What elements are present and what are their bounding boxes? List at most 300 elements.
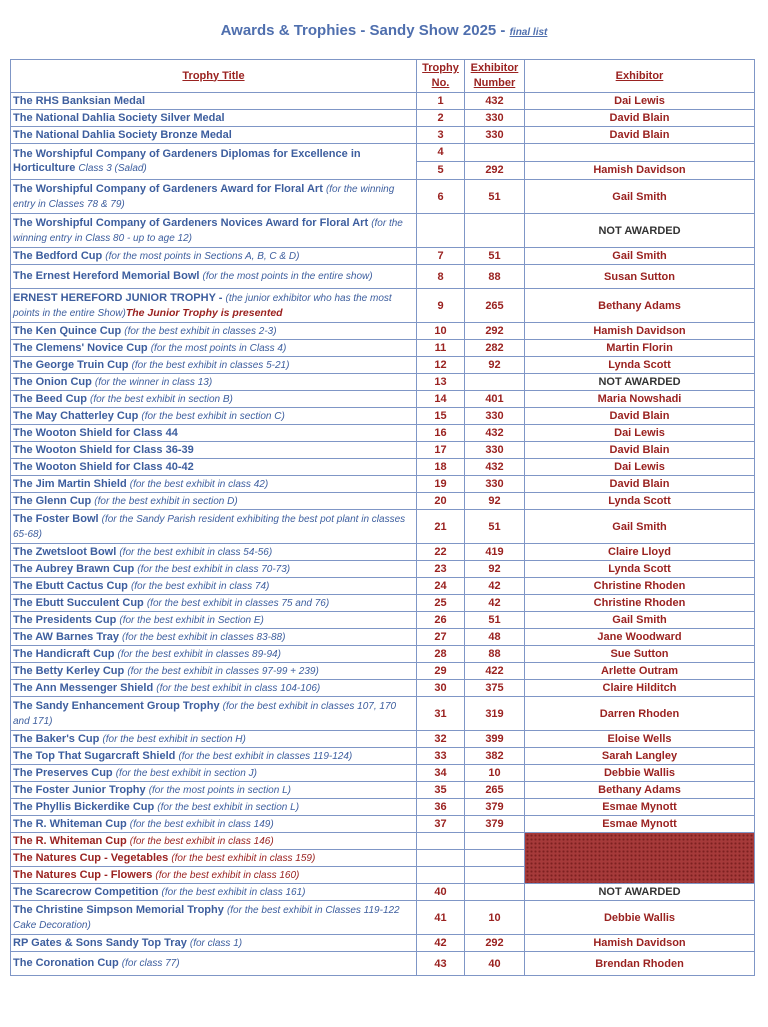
trophy-number: 1 bbox=[417, 93, 465, 110]
trophy-title-cell bbox=[11, 663, 417, 680]
exhibitor-number: 379 bbox=[465, 799, 525, 816]
exhibitor-name: NOT AWARDED bbox=[525, 374, 755, 391]
exhibitor-number: 292 bbox=[485, 164, 504, 176]
trophy-description: (for the most points in the entire show) bbox=[202, 271, 373, 282]
trophy-description: (for the best exhibit in class 149) bbox=[129, 818, 274, 830]
trophy-name: The R. Whiteman Cup bbox=[13, 817, 127, 830]
trophy-title-cell bbox=[11, 214, 417, 248]
trophy-title-cell bbox=[11, 476, 417, 493]
trophy-number: 12 bbox=[417, 357, 465, 374]
exhibitor-number: 330 bbox=[465, 442, 525, 459]
trophy-title-cell bbox=[11, 731, 417, 748]
trophy-title-cell bbox=[11, 442, 417, 459]
trophy-description: (for the best exhibit in Section E) bbox=[119, 614, 264, 626]
trophy-title-cell bbox=[11, 595, 417, 612]
exhibitor-name: Christine Rhoden bbox=[525, 578, 755, 595]
exhibitor-name: Dai Lewis bbox=[525, 425, 755, 442]
trophy-description: (for the best exhibit in section J) bbox=[115, 767, 257, 779]
exhibitor-number: 432 bbox=[465, 459, 525, 476]
trophy-title-cell bbox=[11, 493, 417, 510]
exhibitor-number bbox=[465, 374, 525, 391]
trophy-name: The Glenn Cup bbox=[13, 494, 92, 507]
trophy-name: RP Gates & Sons Sandy Top Tray bbox=[13, 936, 187, 949]
exhibitor-name: Gail Smith bbox=[525, 248, 755, 265]
trophy-description: (for the best exhibit in section C) bbox=[141, 410, 285, 422]
exhibitor-name: Esmae Mynott bbox=[525, 816, 755, 833]
trophy-number: 30 bbox=[417, 680, 465, 697]
exhibitor-name: David Blain bbox=[525, 476, 755, 493]
trophy-description: (for the most points in section L) bbox=[148, 784, 291, 796]
exhibitor-number: 51 bbox=[465, 248, 525, 265]
empty-cell bbox=[465, 144, 524, 162]
trophy-name: The Zwetsloot Bowl bbox=[13, 545, 117, 558]
trophy-name: The Betty Kerley Cup bbox=[13, 664, 125, 677]
exhibitor-number bbox=[465, 850, 525, 867]
trophy-number: 23 bbox=[417, 561, 465, 578]
trophy-number: 28 bbox=[417, 646, 465, 663]
exhibitor-name: Hamish Davidson bbox=[525, 935, 755, 952]
trophy-title-cell bbox=[11, 578, 417, 595]
trophy-description: (for the best exhibit in class 70-73) bbox=[137, 563, 291, 575]
exhibitor-number: 88 bbox=[465, 265, 525, 289]
exhibitor-number: 382 bbox=[465, 748, 525, 765]
trophy-title-cell bbox=[11, 93, 417, 110]
exhibitor-name: Esmae Mynott bbox=[525, 799, 755, 816]
trophy-name: The George Truin Cup bbox=[13, 358, 129, 371]
trophy-title-cell bbox=[11, 765, 417, 782]
table-row bbox=[11, 595, 755, 612]
exhibitor-name: Maria Nowshadi bbox=[525, 391, 755, 408]
trophy-description: (for the best exhibit in classes 2-3) bbox=[124, 325, 277, 337]
trophy-name: The Wooton Shield for Class 36-39 bbox=[13, 444, 194, 456]
table-row bbox=[11, 93, 755, 110]
table-row bbox=[11, 265, 755, 289]
trophy-number: 40 bbox=[417, 884, 465, 901]
exhibitor-number: 92 bbox=[465, 561, 525, 578]
table-row bbox=[11, 697, 755, 731]
exhibitor-number bbox=[465, 867, 525, 884]
trophy-description: (for the Sandy Parish resident exhibiting the best pot plant in classes 65-68) bbox=[13, 513, 406, 540]
trophy-title-cell bbox=[11, 248, 417, 265]
trophy-name: The Wooton Shield for Class 40-42 bbox=[13, 461, 194, 473]
exhibitor-number: 92 bbox=[465, 357, 525, 374]
table-row bbox=[11, 214, 755, 248]
trophy-description: (for the best exhibit in class 74) bbox=[130, 580, 270, 592]
exhibitor-name: Bethany Adams bbox=[525, 289, 755, 323]
table-row bbox=[11, 816, 755, 833]
trophy-title-cell bbox=[11, 391, 417, 408]
trophy-title-cell bbox=[11, 646, 417, 663]
trophy-name: The Jim Martin Shield bbox=[13, 477, 127, 490]
trophy-number: 33 bbox=[417, 748, 465, 765]
exhibitor-number: 51 bbox=[465, 510, 525, 544]
trophy-description: (for the best exhibit in section D) bbox=[94, 495, 238, 507]
trophy-title-cell bbox=[11, 127, 417, 144]
trophy-title-cell bbox=[11, 340, 417, 357]
trophy-description: (for the best exhibit in section L) bbox=[157, 801, 300, 813]
exhibitor-number: 330 bbox=[465, 127, 525, 144]
awards-table bbox=[10, 59, 755, 976]
trophy-name: The Christine Simpson Memorial Trophy bbox=[13, 903, 224, 916]
trophy-description: (for the best exhibit in class 146) bbox=[129, 835, 274, 847]
trophy-description: (for the winning entry in Class 80 - up to age 12) bbox=[13, 217, 403, 244]
table-row bbox=[11, 340, 755, 357]
trophy-name: The National Dahlia Society Silver Medal bbox=[13, 112, 225, 124]
trophy-note: The Junior Trophy is presented bbox=[125, 306, 283, 319]
trophy-description: (for the best exhibit in class 42) bbox=[129, 478, 269, 490]
trophy-title-cell bbox=[11, 612, 417, 629]
exhibitor-name: Dai Lewis bbox=[525, 459, 755, 476]
exhibitor-name: Hamish Davidson bbox=[593, 164, 686, 176]
trophy-number bbox=[417, 850, 465, 867]
table-row bbox=[11, 144, 755, 180]
table-row bbox=[11, 391, 755, 408]
trophy-description: (for the best exhibit in class 161) bbox=[161, 886, 306, 898]
trophy-title-cell bbox=[11, 459, 417, 476]
table-row bbox=[11, 459, 755, 476]
exhibitor-number: 330 bbox=[465, 408, 525, 425]
table-row bbox=[11, 952, 755, 976]
trophy-name: The Presidents Cup bbox=[13, 613, 117, 626]
trophy-name: The Ebutt Succulent Cup bbox=[13, 596, 144, 609]
trophy-name: The Clemens' Novice Cup bbox=[13, 341, 148, 354]
exhibitor-name: Lynda Scott bbox=[525, 561, 755, 578]
trophy-number: 34 bbox=[417, 765, 465, 782]
trophy-number: 8 bbox=[417, 265, 465, 289]
trophy-title-cell bbox=[11, 782, 417, 799]
trophy-description: (for class 77) bbox=[121, 958, 180, 969]
exhibitor-number: 319 bbox=[465, 697, 525, 731]
trophy-description: (for the best exhibit in class 54-56) bbox=[119, 546, 273, 558]
exhibitor-number: 422 bbox=[465, 663, 525, 680]
exhibitor-number: 282 bbox=[465, 340, 525, 357]
table-row bbox=[11, 833, 755, 850]
trophy-title-cell bbox=[11, 629, 417, 646]
trophy-number: 14 bbox=[417, 391, 465, 408]
trophy-name: The Baker's Cup bbox=[13, 732, 100, 745]
trophy-name: The Ken Quince Cup bbox=[13, 324, 122, 337]
trophy-number: 36 bbox=[417, 799, 465, 816]
trophy-title-cell bbox=[11, 323, 417, 340]
trophy-number: 31 bbox=[417, 697, 465, 731]
trophy-name: The Handicraft Cup bbox=[13, 647, 115, 660]
exhibitor-number: 88 bbox=[465, 646, 525, 663]
trophy-number: 35 bbox=[417, 782, 465, 799]
trophy-name: The Worshipful Company of Gardeners Novices Award for Floral Art bbox=[13, 216, 369, 229]
exhibitor-cell bbox=[525, 144, 755, 180]
trophy-description: (for the most points in Class 4) bbox=[150, 342, 287, 354]
trophy-number: 18 bbox=[417, 459, 465, 476]
table-row bbox=[11, 765, 755, 782]
exhibitor-name: David Blain bbox=[525, 408, 755, 425]
trophy-name: The Sandy Enhancement Group Trophy bbox=[13, 699, 220, 712]
trophy-title-cell bbox=[11, 561, 417, 578]
trophy-number bbox=[417, 867, 465, 884]
trophy-title-cell bbox=[11, 510, 417, 544]
trophy-number-cell bbox=[417, 144, 465, 180]
trophy-number: 27 bbox=[417, 629, 465, 646]
table-row bbox=[11, 476, 755, 493]
exhibitor-number: 330 bbox=[465, 476, 525, 493]
trophy-title-cell bbox=[11, 425, 417, 442]
trophy-description: (for the best exhibit in classes 75 and 76) bbox=[146, 597, 330, 609]
exhibitor-number bbox=[465, 214, 525, 248]
table-row bbox=[11, 578, 755, 595]
trophy-number: 19 bbox=[417, 476, 465, 493]
trophy-description: (for the most points in Sections A, B, C & D) bbox=[105, 250, 300, 262]
exhibitor-number: 432 bbox=[465, 425, 525, 442]
trophy-description: (for the best exhibit in section B) bbox=[90, 393, 233, 405]
exhibitor-name: Lynda Scott bbox=[525, 357, 755, 374]
trophy-number: 25 bbox=[417, 595, 465, 612]
trophy-number: 22 bbox=[417, 544, 465, 561]
exhibitor-name: Debbie Wallis bbox=[525, 901, 755, 935]
exhibitor-name: Gail Smith bbox=[525, 180, 755, 214]
exhibitor-number: 399 bbox=[465, 731, 525, 748]
table-row bbox=[11, 442, 755, 459]
table-row bbox=[11, 544, 755, 561]
exhibitor-number: 42 bbox=[465, 578, 525, 595]
table-row bbox=[11, 680, 755, 697]
exhibitor-name: Sue Sutton bbox=[525, 646, 755, 663]
trophy-number-secondary: 5 bbox=[437, 164, 444, 176]
header-exhibitor: Exhibitor bbox=[525, 60, 755, 93]
trophy-number: 15 bbox=[417, 408, 465, 425]
exhibitor-name: Martin Florin bbox=[525, 340, 755, 357]
header-trophy-title: Trophy Title bbox=[11, 60, 417, 93]
trophy-description: (for the best exhibit in classes 107, 170 and 171) bbox=[13, 700, 397, 727]
exhibitor-name: Gail Smith bbox=[525, 510, 755, 544]
document-title bbox=[0, 22, 768, 39]
trophy-name: The Beed Cup bbox=[13, 392, 87, 405]
table-row bbox=[11, 561, 755, 578]
exhibitor-number: 379 bbox=[465, 816, 525, 833]
trophy-name: The RHS Banksian Medal bbox=[13, 95, 146, 107]
trophy-title-cell bbox=[11, 748, 417, 765]
trophy-description: (for the best exhibit in class 159) bbox=[171, 852, 316, 864]
table-row bbox=[11, 646, 755, 663]
trophy-title-cell bbox=[11, 816, 417, 833]
exhibitor-name: Darren Rhoden bbox=[525, 697, 755, 731]
trophy-description: Class 3 (Salad) bbox=[78, 163, 147, 174]
exhibitor-name: Debbie Wallis bbox=[525, 765, 755, 782]
trophy-title-cell bbox=[11, 901, 417, 935]
table-row bbox=[11, 799, 755, 816]
trophy-name: The Bedford Cup bbox=[13, 249, 103, 262]
trophy-name: The Ebutt Cactus Cup bbox=[13, 579, 128, 592]
table-row bbox=[11, 884, 755, 901]
trophy-title-cell bbox=[11, 799, 417, 816]
trophy-number bbox=[417, 833, 465, 850]
trophy-title-cell bbox=[11, 850, 417, 867]
exhibitor-name: NOT AWARDED bbox=[525, 214, 755, 248]
exhibitor-number: 10 bbox=[465, 765, 525, 782]
trophy-title-cell bbox=[11, 680, 417, 697]
trophy-name: The Worshipful Company of Gardeners Award for Floral Art bbox=[13, 182, 323, 195]
table-row bbox=[11, 901, 755, 935]
trophy-title-cell bbox=[11, 265, 417, 289]
exhibitor-number: 10 bbox=[465, 901, 525, 935]
trophy-name: The Foster Junior Trophy bbox=[13, 783, 146, 796]
trophy-name: The Natures Cup - Flowers bbox=[13, 868, 153, 881]
trophy-description: (for the winner in class 13) bbox=[94, 376, 213, 388]
trophy-title-cell bbox=[11, 180, 417, 214]
trophy-description: (for class 1) bbox=[189, 937, 243, 949]
exhibitor-number: 330 bbox=[465, 110, 525, 127]
trophy-title-cell bbox=[11, 952, 417, 976]
trophy-number: 2 bbox=[417, 110, 465, 127]
trophy-description: (for the best exhibit in classes 97-99 + 239) bbox=[127, 665, 319, 677]
trophy-name: The Ann Messenger Shield bbox=[13, 681, 154, 694]
trophy-title-cell bbox=[11, 833, 417, 850]
withheld-shaded-cell bbox=[525, 833, 755, 884]
exhibitor-number: 40 bbox=[465, 952, 525, 976]
trophy-name: The R. Whiteman Cup bbox=[13, 834, 127, 847]
exhibitor-number: 42 bbox=[465, 595, 525, 612]
trophy-number: 41 bbox=[417, 901, 465, 935]
exhibitor-number bbox=[465, 833, 525, 850]
table-row bbox=[11, 629, 755, 646]
table-row bbox=[11, 357, 755, 374]
table-row bbox=[11, 180, 755, 214]
exhibitor-name: Christine Rhoden bbox=[525, 595, 755, 612]
exhibitor-name: Dai Lewis bbox=[525, 93, 755, 110]
trophy-description: (for the best exhibit in classes 83-88) bbox=[122, 631, 286, 643]
exhibitor-number: 51 bbox=[465, 180, 525, 214]
table-row bbox=[11, 663, 755, 680]
trophy-description: (for the best exhibit in class 104-106) bbox=[156, 682, 321, 694]
exhibitor-name: Claire Lloyd bbox=[525, 544, 755, 561]
table-row bbox=[11, 127, 755, 144]
table-row bbox=[11, 493, 755, 510]
table-row bbox=[11, 425, 755, 442]
trophy-number: 21 bbox=[417, 510, 465, 544]
trophy-name: ERNEST HEREFORD JUNIOR TROPHY - bbox=[13, 291, 223, 304]
trophy-description: (for the best exhibit in classes 119-124) bbox=[178, 750, 353, 762]
trophy-title-cell bbox=[11, 408, 417, 425]
trophy-name: The Top That Sugarcraft Shield bbox=[13, 749, 176, 762]
exhibitor-name: NOT AWARDED bbox=[525, 884, 755, 901]
table-row bbox=[11, 374, 755, 391]
trophy-title-cell bbox=[11, 374, 417, 391]
trophy-title-cell bbox=[11, 289, 417, 323]
trophy-number: 7 bbox=[417, 248, 465, 265]
awards-table-body bbox=[11, 93, 755, 976]
exhibitor-name: Susan Sutton bbox=[525, 265, 755, 289]
trophy-title-cell bbox=[11, 935, 417, 952]
trophy-number: 6 bbox=[417, 180, 465, 214]
trophy-number: 17 bbox=[417, 442, 465, 459]
trophy-name: The Scarecrow Competition bbox=[13, 885, 159, 898]
table-row bbox=[11, 748, 755, 765]
table-row bbox=[11, 110, 755, 127]
exhibitor-name: Lynda Scott bbox=[525, 493, 755, 510]
trophy-number: 9 bbox=[417, 289, 465, 323]
trophy-number: 16 bbox=[417, 425, 465, 442]
trophy-description: (for the winning entry in Classes 78 & 79) bbox=[13, 183, 395, 210]
table-row bbox=[11, 731, 755, 748]
exhibitor-name: Claire Hilditch bbox=[525, 680, 755, 697]
empty-cell bbox=[525, 144, 754, 162]
exhibitor-name: Bethany Adams bbox=[525, 782, 755, 799]
exhibitor-number: 265 bbox=[465, 782, 525, 799]
trophy-title-cell bbox=[11, 144, 417, 180]
table-row bbox=[11, 782, 755, 799]
header-exhibitor-number: Exhibitor Number bbox=[465, 60, 525, 93]
table-row bbox=[11, 248, 755, 265]
trophy-description: (for the best exhibit in classes 89-94) bbox=[117, 648, 281, 660]
trophy-number: 43 bbox=[417, 952, 465, 976]
trophy-name: The Worshipful Company of Gardeners Diplomas for Excellence in Horticulture bbox=[13, 148, 361, 174]
trophy-name: The Foster Bowl bbox=[13, 512, 99, 525]
trophy-name: The Preserves Cup bbox=[13, 766, 113, 779]
exhibitor-name: David Blain bbox=[525, 110, 755, 127]
table-row bbox=[11, 612, 755, 629]
title-subtitle: final list bbox=[509, 27, 548, 38]
exhibitor-name: David Blain bbox=[525, 442, 755, 459]
trophy-title-cell bbox=[11, 544, 417, 561]
trophy-name: The May Chatterley Cup bbox=[13, 409, 139, 422]
exhibitor-number: 265 bbox=[465, 289, 525, 323]
exhibitor-number bbox=[465, 884, 525, 901]
trophy-number bbox=[417, 214, 465, 248]
trophy-title-cell bbox=[11, 357, 417, 374]
title-main: Awards & Trophies - Sandy Show 2025 - bbox=[220, 22, 506, 39]
trophy-name: The Wooton Shield for Class 44 bbox=[13, 427, 178, 439]
exhibitor-number: 51 bbox=[465, 612, 525, 629]
trophy-title-cell bbox=[11, 884, 417, 901]
trophy-description: (for the best exhibit in section H) bbox=[102, 733, 246, 745]
exhibitor-name: Arlette Outram bbox=[525, 663, 755, 680]
trophy-description: (the junior exhibitor who has the most points in the entire Show) bbox=[13, 292, 392, 319]
exhibitor-name: Brendan Rhoden bbox=[525, 952, 755, 976]
table-row bbox=[11, 408, 755, 425]
table-row bbox=[11, 935, 755, 952]
trophy-description: (for the best exhibit in classes 5-21) bbox=[131, 359, 290, 371]
exhibitor-number: 401 bbox=[465, 391, 525, 408]
trophy-number: 42 bbox=[417, 935, 465, 952]
exhibitor-name: David Blain bbox=[525, 127, 755, 144]
trophy-name: The Natures Cup - Vegetables bbox=[13, 851, 169, 864]
trophy-name: The National Dahlia Society Bronze Medal bbox=[13, 129, 232, 141]
trophy-number: 4 bbox=[417, 144, 464, 162]
table-row bbox=[11, 323, 755, 340]
trophy-number: 11 bbox=[417, 340, 465, 357]
header-trophy-no: Trophy No. bbox=[417, 60, 465, 93]
trophy-title-cell bbox=[11, 110, 417, 127]
trophy-title-cell bbox=[11, 697, 417, 731]
trophy-number: 3 bbox=[417, 127, 465, 144]
exhibitor-number: 292 bbox=[465, 935, 525, 952]
exhibitor-name: Jane Woodward bbox=[525, 629, 755, 646]
trophy-description: (for the best exhibit in class 160) bbox=[155, 869, 300, 881]
trophy-number: 29 bbox=[417, 663, 465, 680]
trophy-name: The Phyllis Bickerdike Cup bbox=[13, 800, 155, 813]
trophy-number: 10 bbox=[417, 323, 465, 340]
trophy-description: (for the best exhibit in Classes 119-122 Cake Decoration) bbox=[13, 904, 400, 931]
trophy-name: The Onion Cup bbox=[13, 375, 92, 388]
table-row bbox=[11, 510, 755, 544]
trophy-number: 26 bbox=[417, 612, 465, 629]
exhibitor-number: 292 bbox=[465, 323, 525, 340]
trophy-number: 37 bbox=[417, 816, 465, 833]
exhibitor-number: 375 bbox=[465, 680, 525, 697]
trophy-name: The AW Barnes Tray bbox=[13, 630, 119, 643]
trophy-number: 32 bbox=[417, 731, 465, 748]
header-row bbox=[11, 60, 755, 93]
trophy-number: 13 bbox=[417, 374, 465, 391]
table-row bbox=[11, 289, 755, 323]
